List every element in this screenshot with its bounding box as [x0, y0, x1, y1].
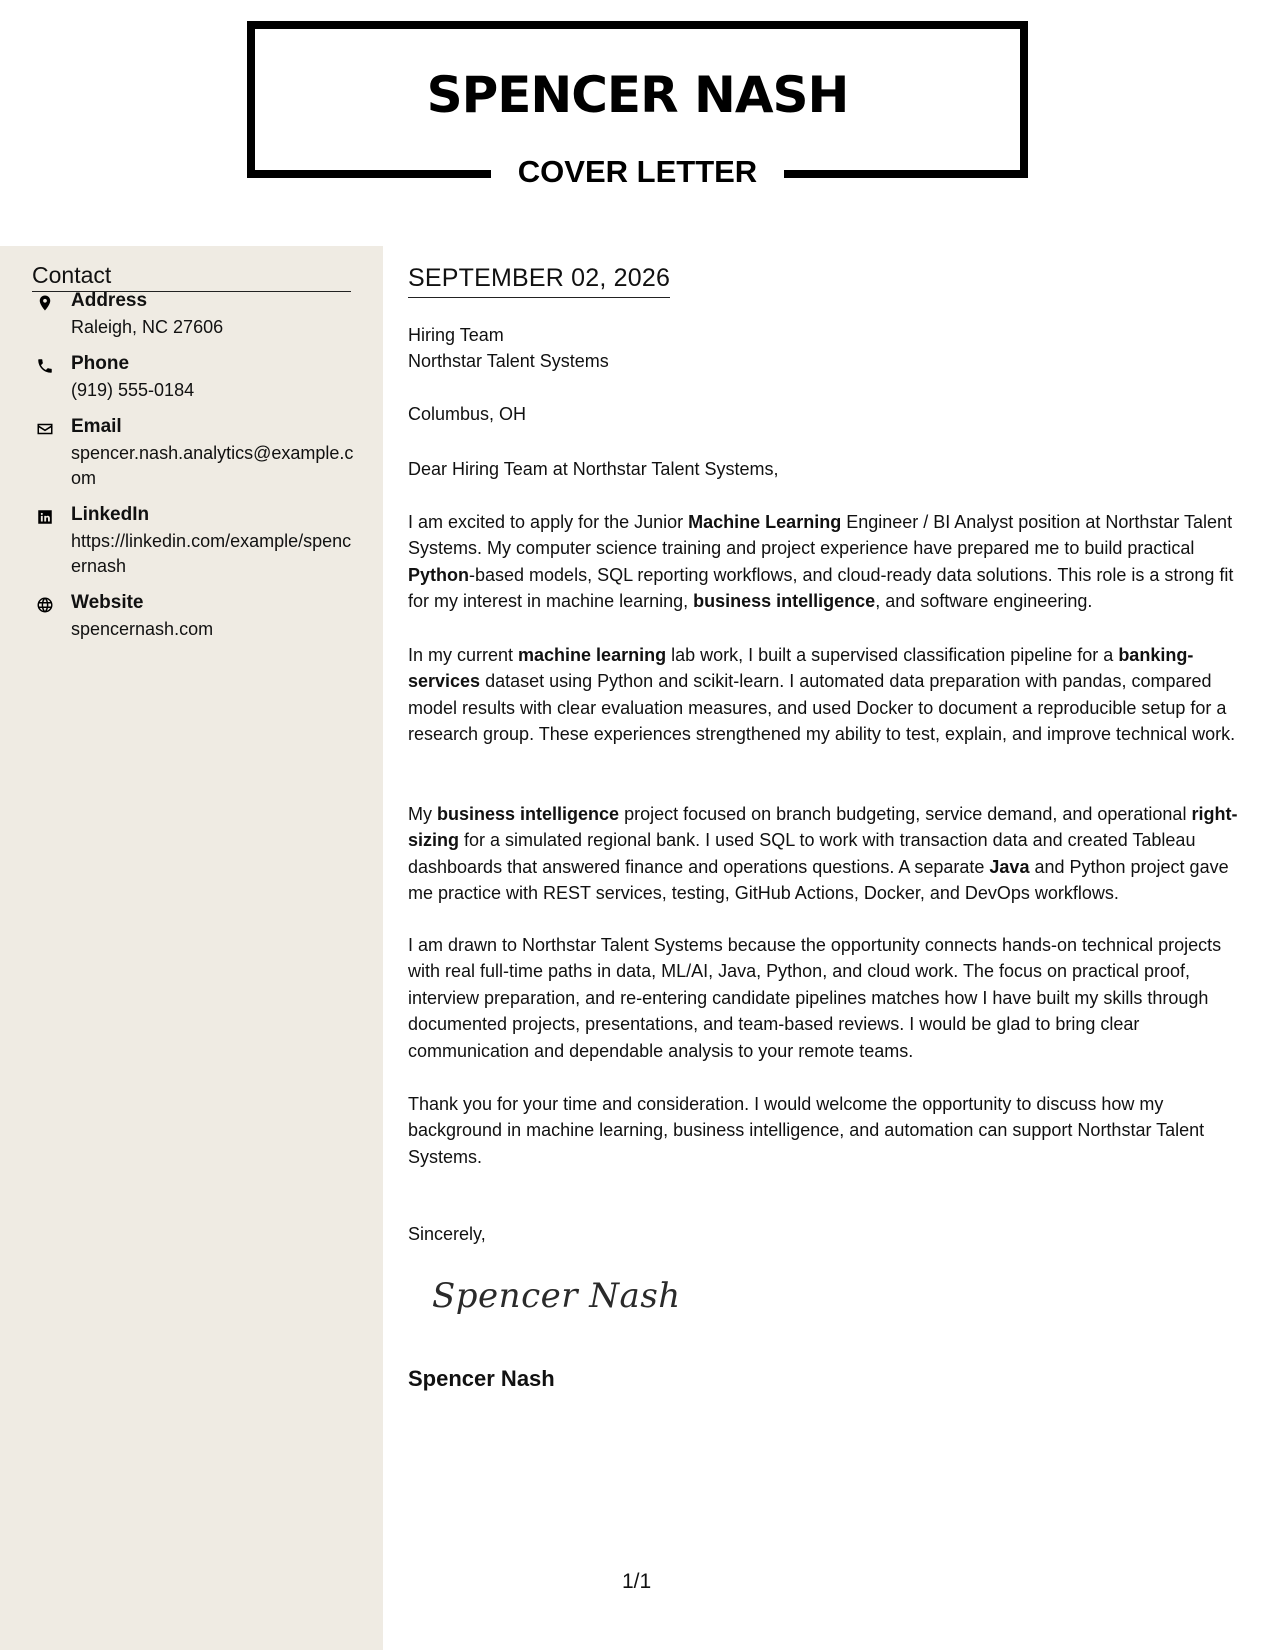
recipient-location: Columbus, OH	[408, 404, 527, 424]
contact-label: Email	[71, 416, 122, 437]
contact-value: spencer.nash.analytics@example.com	[71, 443, 354, 488]
paragraph-bi-experience: My business intelligence project focused on branch budgeting, service demand, and operational right-sizing for a simulated regional bank. I used SQL to work with transaction data and created Tableau dashboards that answered finance and operations questions. A separate Java and Python project gave me practice with REST services, testing, GitHub Actions, Docker, and DevOps workflows.	[408, 804, 1238, 904]
applicant-name: SPENCER NASH	[426, 66, 849, 124]
contact-value: (919) 555-0184	[71, 380, 195, 400]
contact-value: https://linkedin.com/example/spencernash	[71, 531, 352, 576]
paragraph-closing: Thank you for your time and consideration. I would welcome the opportunity to discuss how my background in machine learning, business intelligence, and automation can support Northstar Talent Systems.	[408, 1094, 1205, 1167]
paragraph-ml-experience: In my current machine learning lab work, I built a supervised classification pipeline for a banking-services dataset using Python and scikit-learn. I automated data preparation with pandas, compared model results with clear evaluation measures, and used Docker to document a reproducible setup for a research group. These experiences strengthened my ability to test, explain, and improve technical work.	[408, 645, 1236, 745]
location-pin-icon	[34, 292, 56, 314]
page-number: 1/1	[622, 1570, 652, 1593]
signer-name: Spencer Nash	[408, 1366, 555, 1391]
contact-heading: Contact	[32, 262, 351, 292]
phone-icon	[34, 355, 56, 377]
contact-value: Raleigh, NC 27606	[71, 317, 224, 337]
contact-label: Address	[71, 290, 148, 311]
paragraph-intro: I am excited to apply for the Junior Machine Learning Engineer / BI Analyst position at Northstar Talent Systems. My computer science training and project experience have prepared me to build practical Python-based models, SQL reporting workflows, and cloud-ready data solutions. This role is a strong fit for my interest in machine learning, business intelligence, and software engineering.	[408, 512, 1234, 612]
contact-label: LinkedIn	[71, 504, 150, 525]
contact-value: spencernash.com	[71, 619, 214, 639]
paragraph-motivation: I am drawn to Northstar Talent Systems because the opportunity connects hands-on technical projects with real full-time paths in data, ML/AI, Java, Python, and cloud work. The focus on practical proof, interview preparation, and re-entering candidate pipelines matches how I have built my skills through documented projects, presentations, and team-based reviews. I would be glad to bring clear communication and dependable analysis to your remote teams.	[408, 935, 1222, 1061]
contact-label: Phone	[71, 353, 130, 374]
linkedin-icon	[34, 506, 56, 528]
contact-label: Website	[71, 592, 144, 613]
document-title: COVER LETTER	[491, 146, 784, 198]
globe-icon	[34, 594, 56, 616]
handwritten-signature: Spencer Nash	[432, 1276, 681, 1316]
email-icon	[34, 418, 56, 440]
recipient-company: Northstar Talent Systems	[408, 351, 609, 371]
recipient-name: Hiring Team	[408, 325, 504, 345]
letter-date: SEPTEMBER 02, 2026	[408, 264, 670, 298]
closing: Sincerely,	[408, 1224, 486, 1244]
contact-sidebar	[0, 246, 383, 1650]
salutation: Dear Hiring Team at Northstar Talent Systems,	[408, 459, 779, 479]
